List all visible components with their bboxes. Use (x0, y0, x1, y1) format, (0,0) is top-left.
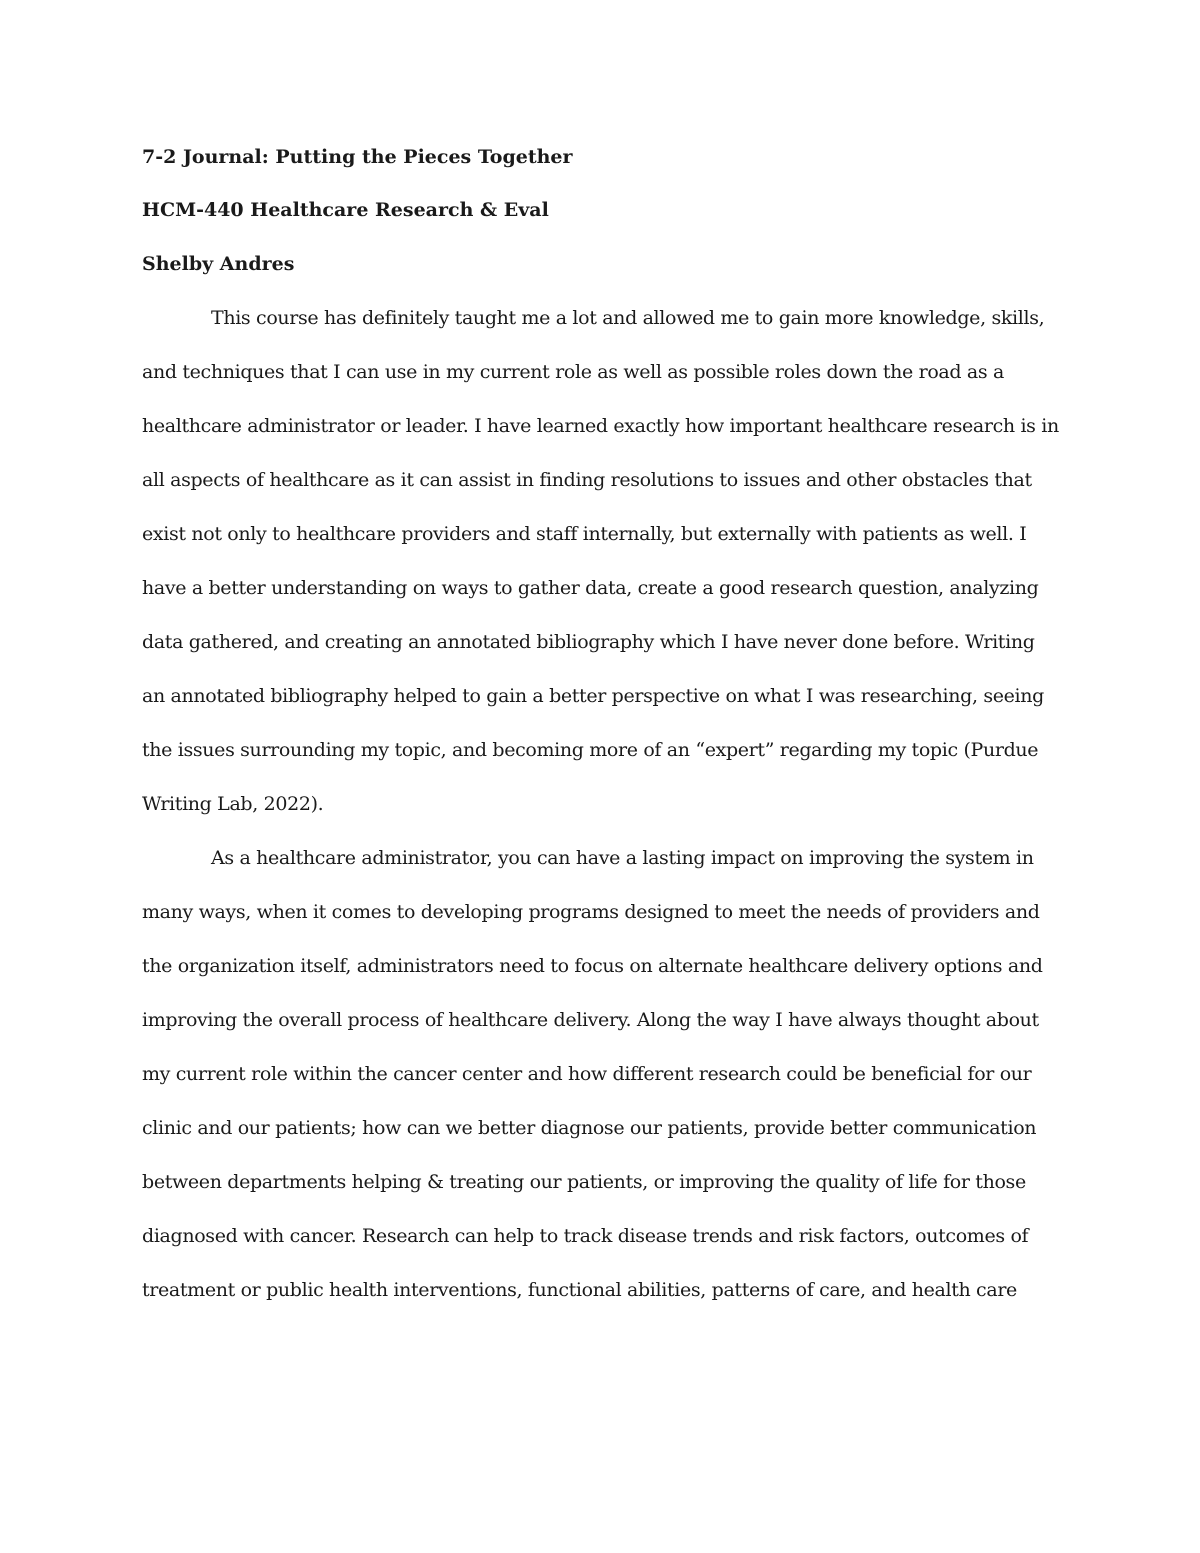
course-name: HCM-440 Healthcare Research & Eval (142, 199, 549, 221)
document-content (142, 130, 1062, 1317)
body-paragraph-1: This course has definitely taught me a lot and allowed me to gain more knowledge, skills, and techniques that I can use in my current role as well as possible roles down the road as a healthcare administrator or leader. I have learned exactly how important healthcare research is in all aspects of healthcare as it can assist in finding resolutions to issues and other obstacles that exist not only to healthcare providers and staff internally, but externally with patients as well. I have a better understanding on ways to gather data, create a good research question, analyzing data gathered, and creating an annotated bibliography which I have never done before. Writing an annotated bibliography helped to gain a better perspective on what I was researching, seeing the issues surrounding my topic, and becoming more of an “expert” regarding my topic (Purdue Writing Lab, 2022). (142, 307, 1059, 815)
document-title: 7-2 Journal: Putting the Pieces Together (142, 146, 573, 168)
author-name: Shelby Andres (142, 253, 295, 275)
body-paragraph-2: As a healthcare administrator, you can have a lasting impact on improving the system in many ways, when it comes to developing programs designed to meet the needs of providers and the organization itself, administrators need to focus on alternate healthcare delivery options and improving the overall process of healthcare delivery. Along the way I have always thought about my current role within the cancer center and how different research could be beneficial for our clinic and our patients; how can we better diagnose our patients, provide better communication between departments helping & treating our patients, or improving the quality of life for those diagnosed with cancer. Research can help to track disease trends and risk factors, outcomes of treatment or public health interventions, functional abilities, patterns of care, and health care (142, 847, 1043, 1301)
